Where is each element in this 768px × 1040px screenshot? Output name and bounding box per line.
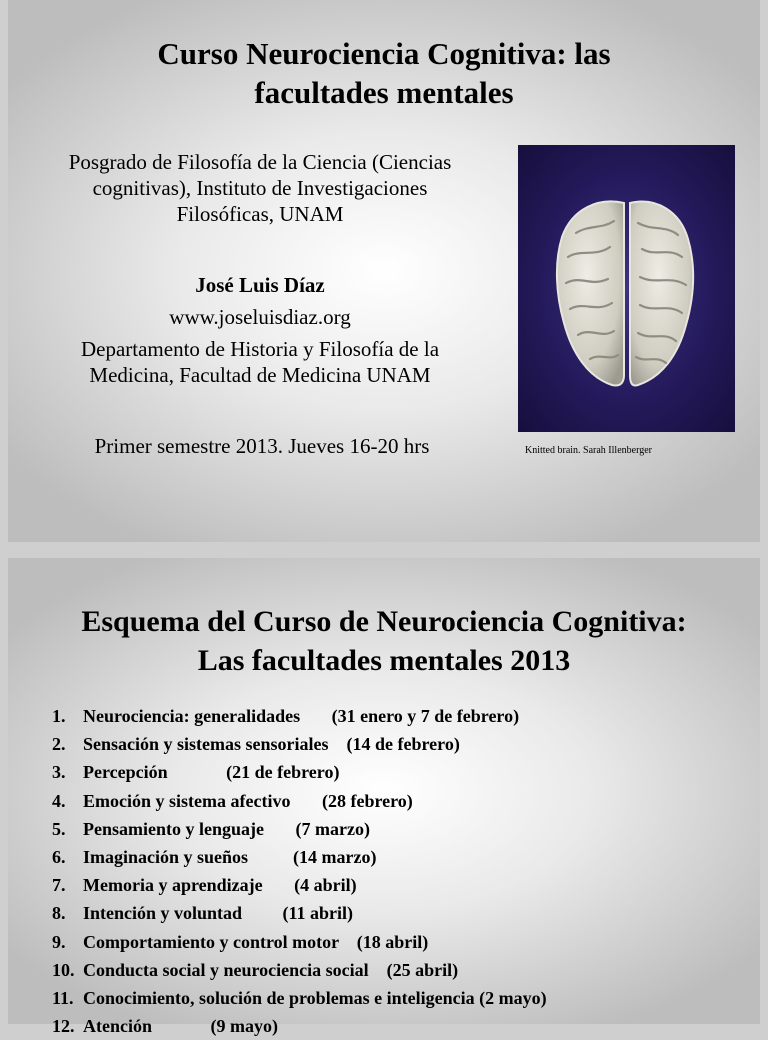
author-name: José Luis Díaz	[195, 273, 325, 297]
list-item	[52, 702, 547, 730]
item-date: (14 de febrero)	[328, 734, 460, 755]
program-line1: Posgrado de Filosofía de la Ciencia (Ciencias	[68, 150, 452, 174]
list-item	[52, 843, 547, 871]
item-number: 5.	[52, 818, 66, 839]
list-item	[52, 730, 547, 758]
outline-title	[8, 602, 760, 680]
item-date: (14 marzo)	[248, 846, 377, 867]
schedule	[12, 433, 512, 459]
department-line2: Medicina, Facultad de Medicina UNAM	[89, 363, 431, 387]
item-date: (4 abril)	[262, 875, 357, 896]
course-title-line1: Curso Neurociencia Cognitiva: las	[157, 36, 611, 71]
item-date: (9 mayo)	[152, 1016, 278, 1037]
list-item	[52, 758, 547, 786]
item-topic: Conocimiento, solución de problemas e inteligencia	[83, 987, 475, 1008]
outline-title-line1: Esquema del Curso de Neurociencia Cognitiva:	[81, 605, 687, 638]
item-topic: Sensación y sistemas sensoriales	[83, 734, 329, 755]
item-number: 10.	[52, 959, 75, 980]
item-topic: Intención y voluntad	[83, 903, 243, 924]
list-item	[52, 984, 547, 1012]
item-topic: Imaginación y sueños	[83, 846, 249, 867]
list-item	[52, 787, 547, 815]
item-topic: Percepción	[83, 762, 168, 783]
list-item	[52, 899, 547, 927]
list-item	[52, 815, 547, 843]
item-date: (11 abril)	[242, 903, 354, 924]
item-number: 12.	[52, 1016, 75, 1037]
item-topic: Conducta social y neurociencia social	[83, 959, 369, 980]
item-date: (31 enero y 7 de febrero)	[300, 706, 520, 726]
item-date: (25 abril)	[368, 959, 459, 980]
item-number: 9.	[52, 931, 66, 952]
outline-list	[52, 702, 547, 1040]
slide-course-outline	[8, 558, 760, 1037]
slide-course-title	[8, 0, 760, 542]
knitted-brain-photo	[518, 145, 735, 432]
item-date: (2 mayo)	[474, 987, 547, 1008]
item-date: (28 febrero)	[290, 790, 413, 811]
list-item	[52, 956, 547, 984]
schedule-text: Primer semestre 2013. Jueves 16-20 hrs	[94, 434, 430, 458]
item-number: 1.	[52, 706, 66, 726]
list-item	[52, 928, 547, 956]
item-topic: Emoción y sistema afectivo	[83, 790, 291, 811]
item-number: 11.	[52, 987, 74, 1008]
program-line2: cognitivas), Instituto de Investigaciones	[92, 176, 428, 200]
item-number: 2.	[52, 734, 66, 755]
author-block	[20, 272, 500, 388]
item-topic: Neurociencia: generalidades	[83, 706, 301, 726]
department-line1: Departamento de Historia y Filosofía de la	[80, 337, 440, 361]
course-title-line2: facultades mentales	[254, 75, 514, 110]
item-date: (18 abril)	[338, 931, 429, 952]
image-caption: Knitted brain. Sarah Illenberger	[525, 445, 652, 456]
brain-icon	[518, 145, 735, 432]
list-item	[52, 1012, 547, 1040]
item-date: (21 de febrero)	[167, 762, 340, 783]
item-number: 3.	[52, 762, 66, 783]
item-number: 8.	[52, 903, 66, 924]
outline-title-line2: Las facultades mentales 2013	[197, 644, 571, 677]
item-topic: Memoria y aprendizaje	[83, 875, 263, 896]
program-info	[20, 149, 500, 227]
item-topic: Pensamiento y lenguaje	[83, 818, 264, 839]
item-number: 7.	[52, 875, 66, 896]
item-number: 6.	[52, 846, 66, 867]
item-date: (7 marzo)	[263, 818, 370, 839]
item-number: 4.	[52, 790, 66, 811]
course-title	[8, 34, 760, 112]
item-topic: Comportamiento y control motor	[83, 931, 339, 952]
item-topic: Atención	[83, 1016, 152, 1037]
list-item	[52, 871, 547, 899]
program-line3: Filosóficas, UNAM	[176, 202, 344, 226]
author-website: www.joseluisdiaz.org	[169, 305, 351, 329]
